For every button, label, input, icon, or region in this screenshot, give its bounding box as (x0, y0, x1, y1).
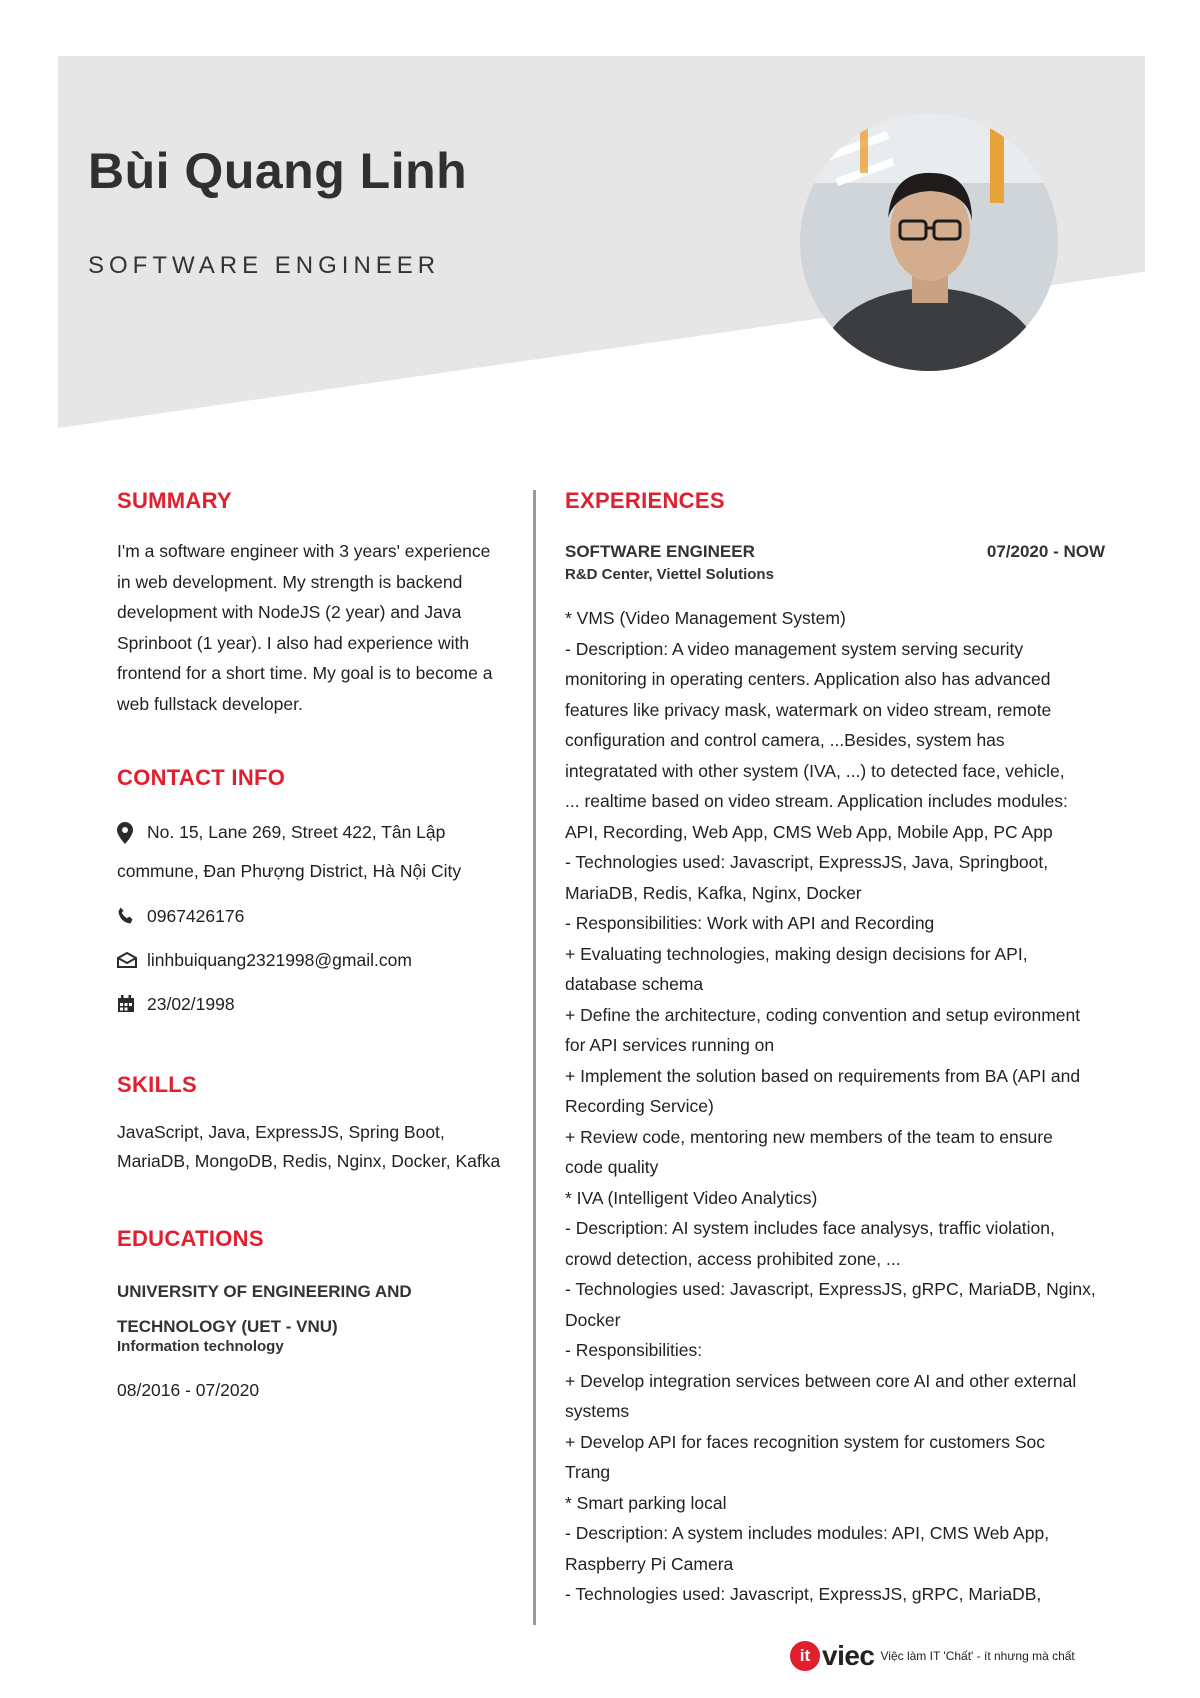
footer-tagline: Việc làm IT 'Chất' - ít nhưng mà chất (880, 1649, 1075, 1663)
experience-line: - Responsibilities: (565, 1340, 703, 1360)
experience-company: R&D Center, Viettel Solutions (565, 566, 774, 583)
phone-icon (117, 896, 147, 936)
experience-period: 07/2020 - NOW (986, 542, 1105, 561)
address-text: No. 15, Lane 269, Street 422, Tân Lập commune, Đan Phượng District, Hà Nội City (117, 822, 462, 882)
experience-line: + Define the architecture, coding convention and setup evironment (565, 1004, 1081, 1025)
email-text: linhbuiquang2321998@gmail.com (147, 950, 412, 971)
experience-line: Recording Service) (565, 1096, 714, 1116)
experience-line: + Implement the solution based on requirements from BA (API and (565, 1065, 1081, 1086)
right-column (565, 488, 1105, 1610)
experience-line: MariaDB, Redis, Kafka, Nginx, Docker (565, 882, 862, 903)
calendar-icon (117, 984, 147, 1024)
avatar (800, 113, 1058, 371)
footer-brand (790, 1640, 1075, 1672)
school-line-2: TECHNOLOGY (UET - VNU) (117, 1317, 338, 1337)
experience-line: integratated with other system (IVA, ...) to detected face, vehicle, (565, 760, 1065, 781)
experience-line: for API services running on (565, 1035, 775, 1055)
experience-line: API, Recording, Web App, CMS Web App, Mobile App, PC App (565, 821, 1053, 842)
candidate-name: Bùi Quang Linh (88, 143, 468, 199)
logo-viec-text: viec (822, 1640, 875, 1671)
candidate-title: SOFTWARE ENGINEER (88, 252, 441, 279)
skills-text: JavaScript, Java, ExpressJS, Spring Boot, MariaDB, MongoDB, Redis, Nginx, Docker, Kafka (117, 1122, 501, 1172)
contact-phone (117, 896, 507, 936)
experience-line: * IVA (Intelligent Video Analytics) (565, 1187, 818, 1208)
contact-address (117, 813, 507, 890)
experience-line: - Description: AI system includes face analysys, traffic violation, (565, 1218, 1055, 1238)
experience-line: - Responsibilities: Work with API and Recording (565, 913, 935, 933)
experience-header (565, 542, 1105, 562)
experience-line: Raspberry Pi Camera (565, 1553, 734, 1574)
experience-role: SOFTWARE ENGINEER (565, 542, 755, 561)
experience-line: code quality (565, 1157, 659, 1177)
experience-details (565, 603, 1105, 1610)
summary-text: I'm a software engineer with 3 years' experience in web development. My strength is backend development with NodeJS (2 year) and Java Sprinboot (1 year). I also had experience with frontend for a short time. My goal is to become a web fullstack developer. (117, 541, 493, 714)
phone-text: 0967426176 (147, 906, 245, 927)
education-period: 08/2016 - 07/2020 (117, 1380, 260, 1401)
itviec-logo[interactable] (790, 1640, 875, 1672)
experience-line: * VMS (Video Management System) (565, 608, 846, 628)
skills-heading: SKILLS (117, 1072, 198, 1098)
contact-email (117, 940, 507, 980)
experience-line: + Develop API for faces recognition system for customers Soc (565, 1431, 1046, 1452)
education-school (117, 1274, 507, 1344)
contact-dob (117, 984, 507, 1024)
column-divider (533, 490, 536, 1625)
experience-line: - Technologies used: Javascript, ExpressJS, gRPC, MariaDB, (565, 1584, 1042, 1604)
experience-heading: EXPERIENCES (565, 488, 725, 513)
map-pin-icon (117, 814, 147, 852)
experience-line: - Technologies used: Javascript, ExpressJS, Java, Springboot, (565, 852, 1049, 872)
experience-line: Trang (565, 1462, 611, 1482)
school-line-1: UNIVERSITY OF ENGINEERING AND (117, 1282, 412, 1302)
experience-line: systems (565, 1401, 630, 1421)
left-column (117, 488, 507, 1401)
experience-line: Docker (565, 1309, 621, 1330)
summary-heading: SUMMARY (117, 488, 232, 513)
experience-line: - Description: A video management system serving security (565, 638, 1024, 659)
logo-it-badge: it (790, 1641, 820, 1671)
experience-line: * Smart parking local (565, 1492, 727, 1513)
experience-line: configuration and control camera, ...Besides, system has (565, 730, 1005, 750)
experience-line: crowd detection, access prohibited zone, ... (565, 1248, 901, 1269)
experience-line: ... realtime based on video stream. Application includes modules: (565, 791, 1068, 811)
experience-line: database schema (565, 974, 704, 994)
dob-text: 23/02/1998 (147, 994, 235, 1015)
experience-line: - Description: A system includes modules: API, CMS Web App, (565, 1523, 1050, 1543)
experience-line: - Technologies used: Javascript, ExpressJS, gRPC, MariaDB, Nginx, (565, 1279, 1096, 1299)
contact-heading: CONTACT INFO (117, 765, 286, 790)
experience-line: + Review code, mentoring new members of the team to ensure (565, 1126, 1053, 1147)
education-heading: EDUCATIONS (117, 1226, 264, 1252)
education-major: Information technology (117, 1338, 284, 1356)
avatar-photo (800, 113, 1058, 371)
experience-line: features like privacy mask, watermark on video stream, remote (565, 699, 1052, 720)
envelope-icon (117, 940, 147, 980)
experience-line: monitoring in operating centers. Application also has advanced (565, 669, 1051, 689)
experience-line: + Evaluating technologies, making design decisions for API, (565, 943, 1028, 964)
experience-line: + Develop integration services between core AI and other external (565, 1370, 1077, 1391)
